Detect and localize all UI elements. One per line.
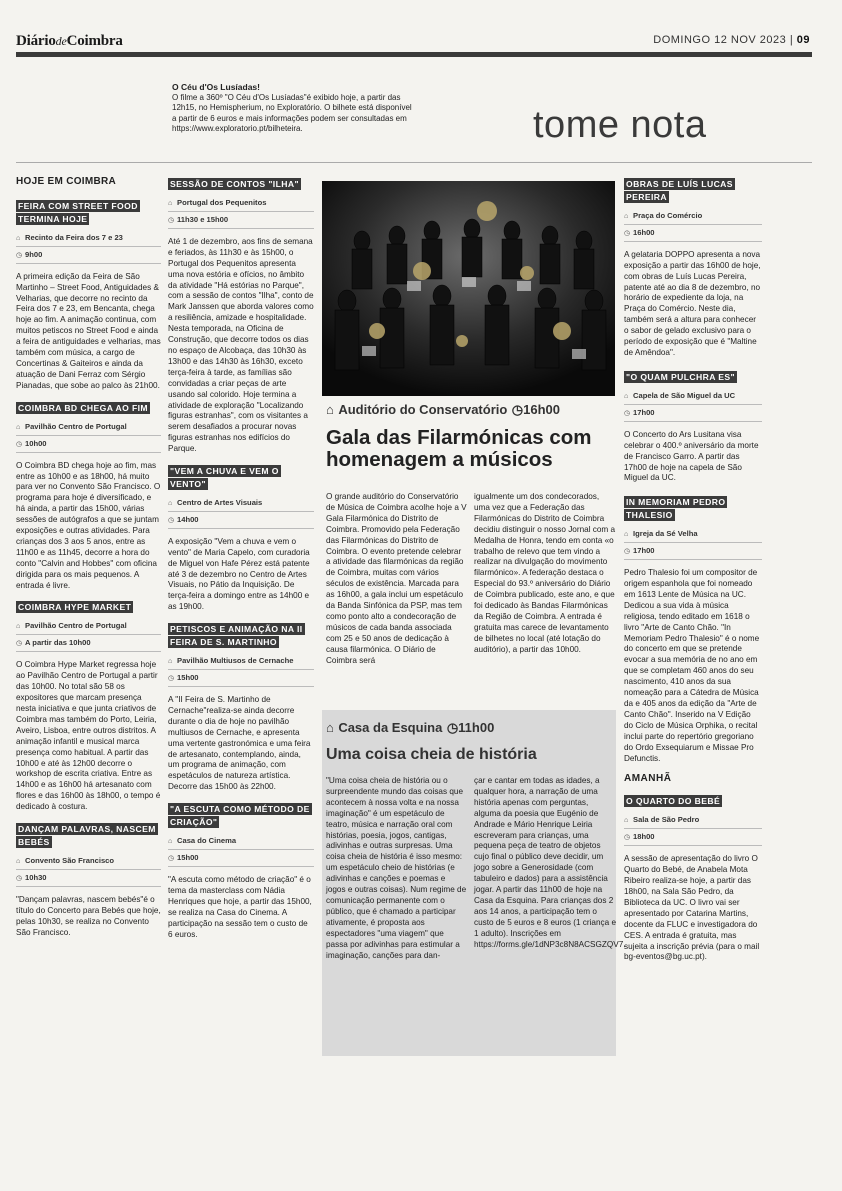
intro-body: O filme a 360º "O Céu d'Os Lusíadas"é exibido hoje, a partir das 12h15, no Hemispherium, no Exploratório. O bilhete está disponível a partir de 6 euros e mais informações podem ser consultadas em https://www.exploratorio.pt/bilheteira. <box>172 93 412 133</box>
location-icon: ⌂ <box>168 658 173 665</box>
event-title: "VEM A CHUVA E VEM O VENTO" <box>170 466 279 489</box>
esquina-venue: Casa da Esquina <box>338 720 443 735</box>
amanha-heading: AMANHÃ <box>624 773 672 785</box>
column-two <box>168 178 314 940</box>
esquina-time: 11h00 <box>458 720 495 735</box>
date: 12 NOV 2023 <box>714 34 787 46</box>
gala-venue: Auditório do Conservatório <box>338 402 508 417</box>
event-time: ◷ 18h00 <box>624 829 762 846</box>
clock-icon: ◷ <box>624 409 631 417</box>
section-rule <box>16 162 812 163</box>
event-time: ◷ 10h00 <box>16 436 161 453</box>
gala-body-left: O grande auditório do Conservatório de Música de Coimbra acolhe hoje a V Gala Filarmónica do Distrito de Coimbra. Promovido pela Federação das Filarmónicas do Distrito de Coimbra. O evento pretende celebrar a atividade das filarmónicas da região de Coimbra, muitas com vários séculos de existência. Marcada para as 16h00, a gala inclui um espetáculo da Banda Sinfónica da PSP, mas tem como ponto alto a condecoração de músicos de cada banda associada com 25 e 50 anos de dedicação à causa filarmónica. O Diário de Coimbra será <box>326 492 467 665</box>
clock-icon: ◷ <box>168 854 175 862</box>
event-body: "Dançam palavras, nascem bebés"é o título do Concerto para Bebés que hoje, pelas 10h30, se realiza no Convento São Francisco. <box>16 894 161 937</box>
event-time: ◷ 16h00 <box>624 225 762 242</box>
clock-icon: ◷ <box>511 402 524 417</box>
event-time: ◷ 15h00 <box>168 850 314 867</box>
event-title: "A ESCUTA COMO MÉTODO DE CRIAÇÃO" <box>170 804 310 828</box>
intro-title: O Céu d'Os Lusíadas! <box>172 82 260 92</box>
dateline <box>653 34 810 46</box>
event-title: OBRAS DE LUÍS LUCAS PEREIRA <box>626 179 733 202</box>
event-time: ◷ 17h00 <box>624 543 762 560</box>
event-body: A "II Feira de S. Martinho de Cernache"realiza-se ainda decorre durante o dia de hoje no pavilhão multiusos de Cernache, e apresenta uma vertente gastronómica e uma feira de artesanato, contemplando, ainda, um programa de animação, com espetáculos de natureza artística. Decorre das 15h00 às 22h00. <box>168 695 311 792</box>
event-place: ⌂ Pavilhão Centro de Portugal <box>16 419 161 436</box>
event-title: PETISCOS E ANIMAÇÃO NA II FEIRA DE S. MARTINHO <box>170 624 303 648</box>
location-icon: ⌂ <box>168 199 173 207</box>
clock-icon: ◷ <box>168 216 175 224</box>
header-rule <box>16 52 812 57</box>
clock-icon: ◷ <box>16 440 23 448</box>
event-place: ⌂ Convento São Francisco <box>16 853 161 870</box>
clock-icon: ◷ <box>168 516 175 524</box>
clock-icon: ◷ <box>168 675 175 682</box>
esquina-venue-line <box>326 719 616 737</box>
gala-body-right: igualmente um dos condecorados, uma vez que a Federação das Filarmónicas do Distrito de Coimbra decidiu distinguir o nosso Jornal com a Medalha de Honra, tendo em conta «o trabalho de relevo que tem vindo a realizar na divulgação do movimento filarmónico». A federação destaca o Especial do 93.º aniversário do Diário de Coimbra publicado, este ano, e que foi dedicado às Bandas Filarmónicas da Região de Coimbra. A entrada é gratuita mas carece de levantamento de bilhetes no local (até lotação do auditório), a partir das 10h00. <box>474 492 616 654</box>
event-title: "O QUAM PULCHRA ES" <box>626 371 736 382</box>
event-title: SESSÃO DE CONTOS "ILHA" <box>170 179 299 189</box>
event-body: A sessão de apresentação do livro O Quarto do Bebé, de Anabela Mota Ribeiro realiza-se hoje, a partir das 18h00, na Sala São Pedro, da Biblioteca da UC. O livro vai ser apresentado por Catarina Martins, docente da FLUC e investigadora do CES. A entrada é gratuita, mas sujeita a inscrição prévia (para o mail bg-eventos@bg.uc.pt). <box>624 854 760 962</box>
event-place: ⌂ Igreja da Sé Velha <box>624 526 762 543</box>
event-body: O Coimbra BD chega hoje ao fim, mas entre as 10h00 e as 18h00, há muito para ver no Convento São Francisco. O programa para hoje é diversificado, e há ainda, a partir das 15h00, várias sessões de autógrafos a que se juntam exposições e outras atividades. Para crianças dos 3 aos 5 anos, entre as 11h00 e as 11h45, decorre a hora do conto "Calvin and Hobbes" com oficina dirigida para os mais pequenos. A entrada é livre. <box>16 460 161 590</box>
location-icon: ⌂ <box>624 817 629 825</box>
event-body: "A escuta como método de criação" é o tema da masterclass com Nádia Henriques que hoje, a partir das 15h00, se realiza na Casa do Cinema. A participação na sessão tem o custo de 6 euros. <box>168 874 312 939</box>
event-title: FEIRA COM STREET FOOD TERMINA HOJE <box>18 200 138 224</box>
event-body: A primeira edição da Feira de São Martinho – Street Food, Antiguidades & Velharias, que decorre no recinto da Feira dos 7 e 23, em Bencanta, chega hoje ao fim. A animação continua, com muitos petiscos no Street Food e ainda a feira de antiguidades e velharias, mas também com música, a cargo de Concertinas & Gaiteiros e ainda da atuação de Dani Ferraz com Sérgio Pianadas, que sobe ao palco às 21h00. <box>16 271 161 390</box>
esquina-body-left: "Uma coisa cheia de história ou o surpreendente mundo das coisas que acontecem à nossa volta e na nossa imaginação" é um espetáculo de teatro, música e narração oral com histórias, poesia, jogos, cantigas, adivinhas e outras surpresas. Uma coisa cheia de história é isso mesmo: um espetáculo cheio de histórias (e adivinhas e canções e poemas e jogos e outras coisas). Num regime de comunicação permanente com o público, que é chamado a participar ativamente, é proposta aos espectadores "uma viagem" que passa por adivinhas para estimular a imaginação, canções para dan- <box>326 776 467 960</box>
event-body: O Concerto do Ars Lusitana visa celebrar o 400.º aniversário da morte de Francisco Garro. A partir das 17h00 de hoje na capela de São Miguel da UC. <box>624 429 759 483</box>
event-title: COIMBRA HYPE MARKET <box>18 602 132 613</box>
masthead-logo <box>16 33 123 50</box>
event-time: ◷ 14h00 <box>168 512 314 529</box>
esquina-body-right: çar e cantar em todas as idades, a qualquer hora, a narração de uma história apenas com perguntas, alguma da poesia que Eugénio de Andrade e Mário Henrique Leiria escreveram para crianças, uma pequena peça de teatro de objetos cujo final o público deve decidir, um jogo sobre a Generosidade (com tabuleiro e dados) para a assistência jogar. A partir das 11h00 de hoje na Casa da Esquina. Para crianças dos 2 aos 14 anos, a participação tem o custo de 5 euros e 8 euros (1 criança e 1 adulto). Inscrições em https://forms.gle/1dNP3c8N8ACSGZQV7. <box>474 776 626 949</box>
clock-icon: ◷ <box>624 548 631 556</box>
location-icon: ⌂ <box>624 531 629 539</box>
column-heading: HOJE EM COIMBRA <box>16 176 117 187</box>
location-icon: ⌂ <box>168 837 173 845</box>
event-body: O Coimbra Hype Market regressa hoje ao Pavilhão Centro de Portugal a partir das 10h00. No total são 58 os expositores que marcam presença nesta iniciativa e que junta criativos de Coimbra mas também do Porto, Leiria, Aveiro, Lisboa, entre outros distritos. A animação infantil e musical marca presença como habitual. A partir das 10h00 e até às 12h00 decorre o workshop de escrita criativa. Entre as 14h00 e as 16h00 há artesanato com flores e das 16h00 às 18h00, o tempo é dedicado à costura. <box>16 660 161 812</box>
event-time: ◷ 10h30 <box>16 870 161 887</box>
clock-icon: ◷ <box>16 251 23 259</box>
section-title: tome nota <box>533 104 707 146</box>
event-time: ◷ A partir das 10h00 <box>16 635 161 652</box>
column-four <box>624 178 762 963</box>
event-body: A exposição "Vem a chuva e vem o vento" de Maria Capelo, com curadoria de Miguel von Hafe Pérez está patente até 3 de dezembro no Centro de Artes Visuais, no Pátio da Inquisição. De terça-feira a domingo entre as 14h00 e as 19h00. <box>168 536 310 612</box>
event-title: COIMBRA BD CHEGA AO FIM <box>18 402 148 413</box>
separator: | <box>789 34 794 46</box>
event-title: IN MEMORIAM PEDRO THALESIO <box>626 497 726 521</box>
gala-headline: Gala das Filarmónicas com homenagem a músicos <box>326 426 592 471</box>
event-title: DANÇAM PALAVRAS, NASCEM BEBÉS <box>18 824 156 847</box>
event-time: ◷ 9h00 <box>16 247 161 264</box>
event-time: ◷ 17h00 <box>624 405 762 422</box>
brand-city: Coimbra <box>66 33 123 49</box>
event-place: ⌂ Recinto da Feira dos 7 e 23 <box>16 230 161 247</box>
event-place: ⌂ Portugal dos Pequenitos <box>168 195 314 212</box>
clock-icon: ◷ <box>624 229 631 237</box>
brand-de: de <box>55 34 67 48</box>
event-body: A gelataria DOPPO apresenta a nova exposição a partir das 16h00 de hoje, com obras de Luís Lucas Pereira, patente até ao dia 8 de dezembro, no horário de expediente da loja, na Praça do Comércio. Neste dia, também será a altura para conhecer o sabor de gelado exclusivo para o período de exposição que é "Maltine de Amêndoa". <box>624 249 761 357</box>
event-place: ⌂ Praça do Comércio <box>624 208 762 225</box>
location-icon: ⌂ <box>326 402 334 417</box>
event-place: ⌂ Casa do Cinema <box>168 833 314 850</box>
intro-box <box>172 82 412 134</box>
location-icon: ⌂ <box>16 857 21 865</box>
esquina-headline: Uma coisa cheia de história <box>326 746 537 763</box>
clock-icon: ◷ <box>16 874 23 882</box>
day: DOMINGO <box>653 34 711 46</box>
orchestra-illustration <box>322 181 615 396</box>
location-icon: ⌂ <box>624 212 629 220</box>
column-hoje <box>16 177 161 939</box>
location-icon: ⌂ <box>624 392 629 400</box>
event-place: ⌂ Centro de Artes Visuais <box>168 495 314 512</box>
event-place: ⌂ Sala de São Pedro <box>624 812 762 829</box>
location-icon: ⌂ <box>326 720 334 735</box>
clock-icon: ◷ <box>446 720 459 735</box>
brand-main: Diário <box>16 33 56 49</box>
location-icon: ⌂ <box>168 499 173 507</box>
event-place: ⌂ Pavilhão Centro de Portugal <box>16 618 161 635</box>
page-number: 09 <box>796 34 810 46</box>
orchestra-photo <box>322 181 615 396</box>
event-body: Até 1 de dezembro, aos fins de semana e feriados, às 11h30 e às 15h00, o Portugal dos Pequenitos apresenta uma nova estória e ofícios, no âmbito da atividade "Há estórias no Parque", com a sessão de contos "Ilha", conto de Mark Janssen que aborda valores como a resiliência, amizade e hospitalidade. Nesta temporada, na Oficina de Construção, que decorre todos os dias no espaço de Alcobaça, das 10h30 às 13h00 e das 14h30 às 16h30, exceto terça-feira à tarde, as famílias são convidadas a criar peças de arte usando sal colorido. Hoje termina a atividade de exploração "Localizando figuras estranhas", com os visitantes a serem desafiados a procurar novas figuras estranhas nos edifícios do Parque. <box>168 236 314 454</box>
gala-venue-line <box>326 401 618 419</box>
event-time: ◷ 15h00 <box>168 670 314 687</box>
location-icon: ⌂ <box>16 234 21 242</box>
event-body: Pedro Thalesio foi um compositor de origem espanhola que foi nomeado em 1613 Lente de Música na UC. Dedicou a sua vida à música religiosa, tendo editado em 1618 o livro "Arte de Canto Chão. "In Memoriam Pedro Thalesio" é o nome do concerto em que se pretende evocar a sua memória de no ano em que se completam 460 anos do seu nascimento, 410 anos da sua nomeação para a Cátedra de Música da e 405 anos da edição da "Arte de Canto Chão". Inserido na V Edição do Ciclo de Música Orphika, o recital inclui parte do repertório gregoriano do Ordo Exsequiarum e Missae Pro Defunctis. <box>624 568 760 763</box>
location-icon: ⌂ <box>16 423 21 431</box>
event-time: ◷ 11h30 e 15h00 <box>168 212 314 229</box>
location-icon: ⌂ <box>16 623 21 631</box>
clock-icon: ◷ <box>624 834 631 842</box>
clock-icon: ◷ <box>16 640 23 648</box>
event-place: ⌂ Pavilhão Multiusos de Cernache <box>168 653 314 670</box>
event-title: O QUARTO DO BEBÉ <box>626 796 721 807</box>
event-place: ⌂ Capela de São Miguel da UC <box>624 388 762 405</box>
gala-time: 16h00 <box>523 402 560 417</box>
